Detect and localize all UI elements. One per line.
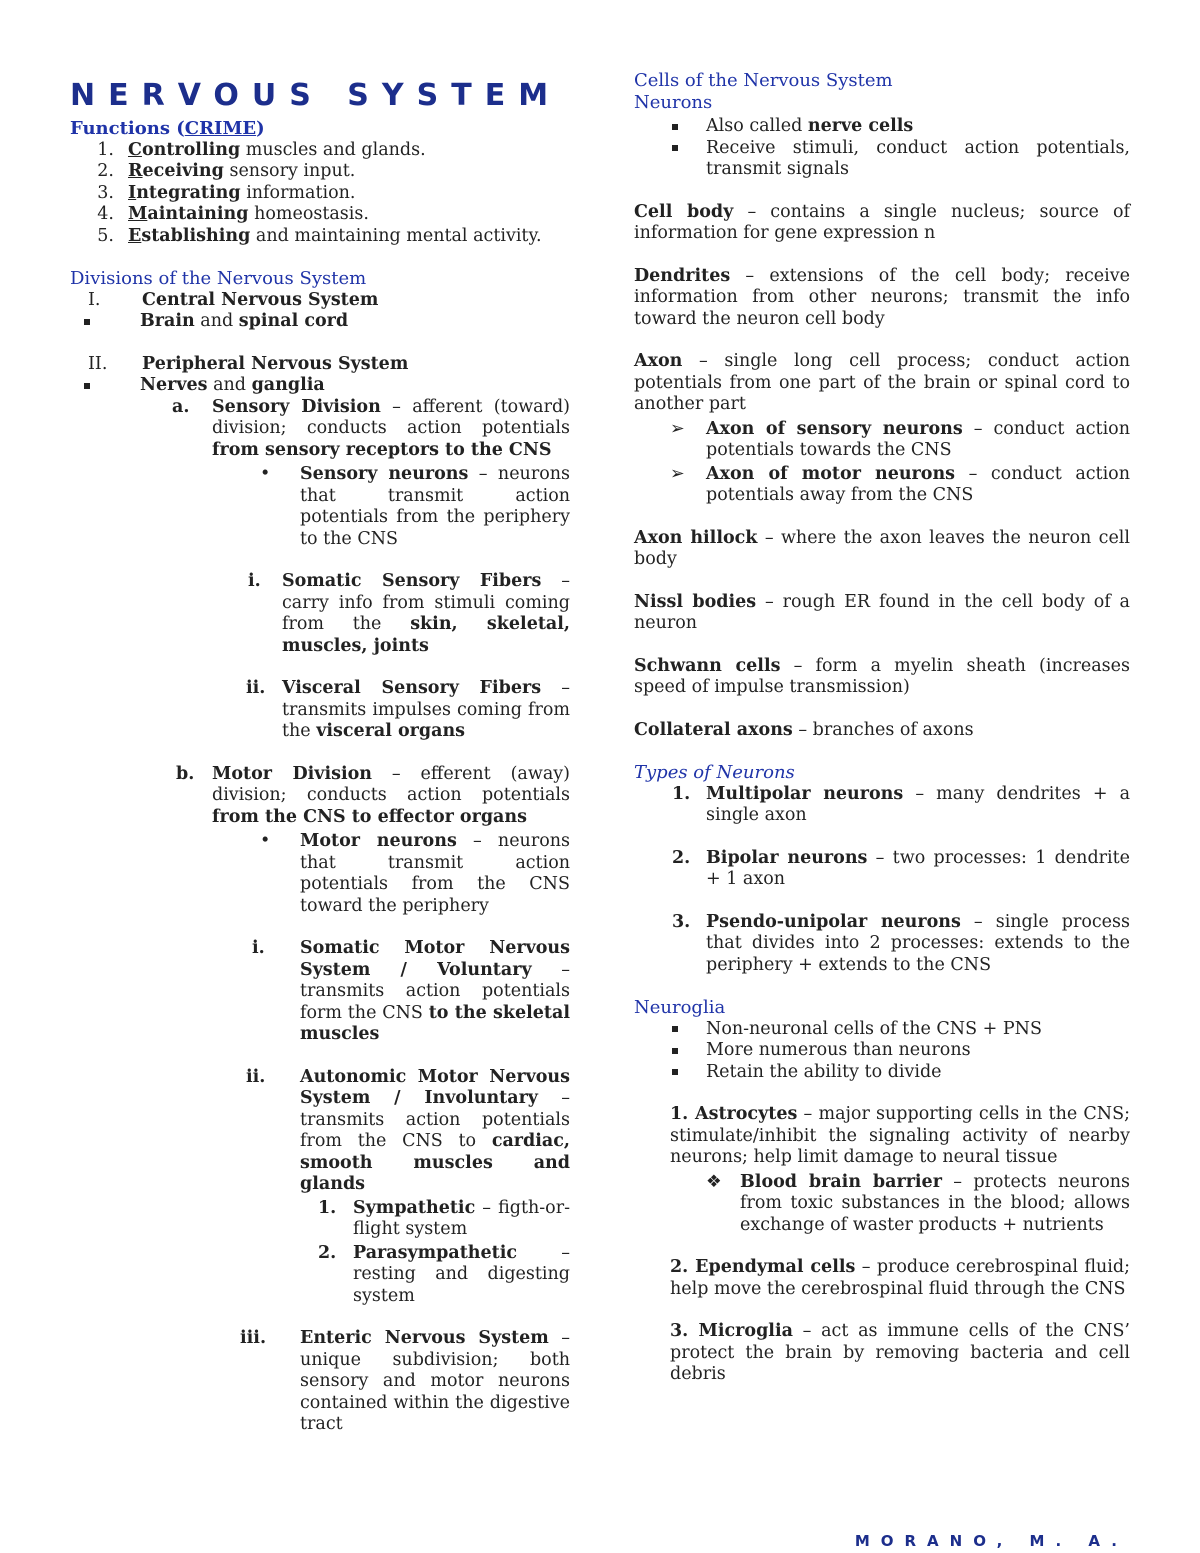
microglia-entry: 3. Microglia – act as immune cells of the CNS’ protect the brain by removing bacteria and cell debris <box>670 1321 1130 1384</box>
list-item: 2. Bipolar neurons – two processes: 1 dendrite + 1 axon <box>672 847 1130 889</box>
list-item: More numerous than neurons <box>634 1040 1130 1062</box>
sensory-division: a. Sensory Division – afferent (toward) division; conducts action potentials from sensory receptors to the CNS <box>172 396 570 460</box>
footer-author: MORANO, M. A. <box>854 1532 1128 1550</box>
square-bullet-icon <box>672 124 678 130</box>
collateral-axons-entry: Collateral axons – branches of axons <box>634 719 974 740</box>
schwann-cells-entry: Schwann cells – form a myelin sheath (increases speed of impulse transmission) <box>634 655 1130 697</box>
motor-division: b. Motor Division – efferent (away) division; conducts action potentials from the CNS to effector organs <box>176 763 570 827</box>
list-item: 3. Integrating information. <box>97 182 356 203</box>
square-bullet-icon <box>672 1048 678 1054</box>
list-item: ➢ Axon of motor neurons – conduct action potentials away from the CNS <box>634 464 1130 507</box>
dendrites-entry: Dendrites – extensions of the cell body; receive information from other neurons; transmit the info toward the neuron cell body <box>634 265 1130 329</box>
cells-heading: Cells of the Nervous System <box>634 70 893 91</box>
list-item: 3. Psendo-unipolar neurons – single process that divides into 2 processes: extends to the periphery + extends to the CNS <box>672 911 1130 975</box>
bullet-icon: • <box>260 831 271 851</box>
list-item: Receive stimuli, conduct action potentials, transmit signals <box>634 138 1130 181</box>
right-column <box>634 70 1130 1386</box>
neurons-heading: Neurons <box>634 91 713 113</box>
axon-entry: Axon – single long cell process; conduct action potentials from one part of the brain or spinal cord to another part <box>634 351 1130 414</box>
page-title: NERVOUS SYSTEM <box>70 78 562 113</box>
list-item: ➢ Axon of sensory neurons – conduct action potentials towards the CNS <box>634 419 1130 462</box>
square-bullet-icon <box>672 1026 678 1032</box>
bullet-icon: • <box>260 464 271 484</box>
functions-list <box>70 140 570 248</box>
square-bullet-icon <box>672 1069 678 1075</box>
ependymal-cells-entry: 2. Ependymal cells – produce cerebrospinal fluid; help move the cerebrospinal fluid through the CNS <box>670 1257 1130 1299</box>
sympathetic-item: 1. Sympathetic – figth-or-flight system <box>318 1197 570 1239</box>
types-heading: Types of Neurons <box>634 762 795 783</box>
parasympathetic-item: 2. Parasympathetic – resting and digesting system <box>318 1242 570 1306</box>
left-column <box>70 70 570 1436</box>
functions-heading: Functions (CRIME) <box>70 118 265 139</box>
list-item: 2. Receiving sensory input. <box>97 161 356 181</box>
list-item: Also called nerve cells <box>634 116 1130 138</box>
cns-item: I. Central Nervous System <box>88 289 379 310</box>
list-item: Nerves and ganglia <box>70 375 570 397</box>
list-item: 4. Maintaining homeostasis. <box>97 204 369 224</box>
divisions-heading: Divisions of the Nervous System <box>70 268 367 289</box>
autonomic-motor-system: ii. Autonomic Motor Nervous System / Involuntary – transmits action potentials from the CNS to cardiac, smooth muscles and glands <box>246 1066 570 1194</box>
arrow-bullet-icon: ➢ <box>670 418 685 439</box>
arrow-bullet-icon: ➢ <box>670 463 685 484</box>
list-item: 5. Establishing and maintaining mental activity. <box>97 225 542 246</box>
motor-neurons: • Motor neurons – neurons that transmit action potentials from the CNS toward the periphery <box>260 831 570 916</box>
somatic-sensory-fibers: i. Somatic Sensory Fibers – carry info from stimuli coming from the skin, skeletal, muscles, joints <box>248 571 570 656</box>
cell-body-entry: Cell body – contains a single nucleus; source of information for gene expression n <box>634 201 1130 243</box>
blood-brain-barrier-entry: ❖ Blood brain barrier – protects neurons from toxic substances in the blood; allows exchange of waster products + nutrients <box>670 1172 1130 1237</box>
enteric-nervous-system: iii. Enteric Nervous System – unique subdivision; both sensory and motor neurons contained within the digestive tract <box>240 1328 570 1434</box>
neuroglia-heading: Neuroglia <box>634 997 726 1018</box>
list-item: Non-neuronal cells of the CNS + PNS <box>634 1019 1130 1041</box>
list-item: 1. Controlling muscles and glands. <box>97 139 426 160</box>
axon-hillock-entry: Axon hillock – where the axon leaves the neuron cell body <box>634 527 1130 569</box>
square-bullet-icon <box>84 383 90 389</box>
list-item: Brain and spinal cord <box>70 311 570 333</box>
sensory-neurons: • Sensory neurons – neurons that transmit action potentials from the periphery to the CNS <box>260 464 570 549</box>
diamond-bullet-icon: ❖ <box>706 1171 722 1192</box>
astrocytes-entry: 1. Astrocytes – major supporting cells in the CNS; stimulate/inhibit the signaling activity of nearby neurons; help limit damage to neural tissue <box>670 1104 1130 1167</box>
somatic-motor-system: i. Somatic Motor Nervous System / Voluntary – transmits action potentials form the CNS to the skeletal muscles <box>252 938 570 1044</box>
list-item: 1. Multipolar neurons – many dendrites + a single axon <box>672 783 1130 825</box>
pns-item: II. Peripheral Nervous System <box>88 353 409 374</box>
list-item: Retain the ability to divide <box>634 1062 1130 1084</box>
visceral-sensory-fibers: ii. Visceral Sensory Fibers – transmits impulses coming from the visceral organs <box>246 678 570 741</box>
square-bullet-icon <box>672 145 678 151</box>
square-bullet-icon <box>84 319 90 325</box>
nissl-bodies-entry: Nissl bodies – rough ER found in the cell body of a neuron <box>634 591 1130 633</box>
